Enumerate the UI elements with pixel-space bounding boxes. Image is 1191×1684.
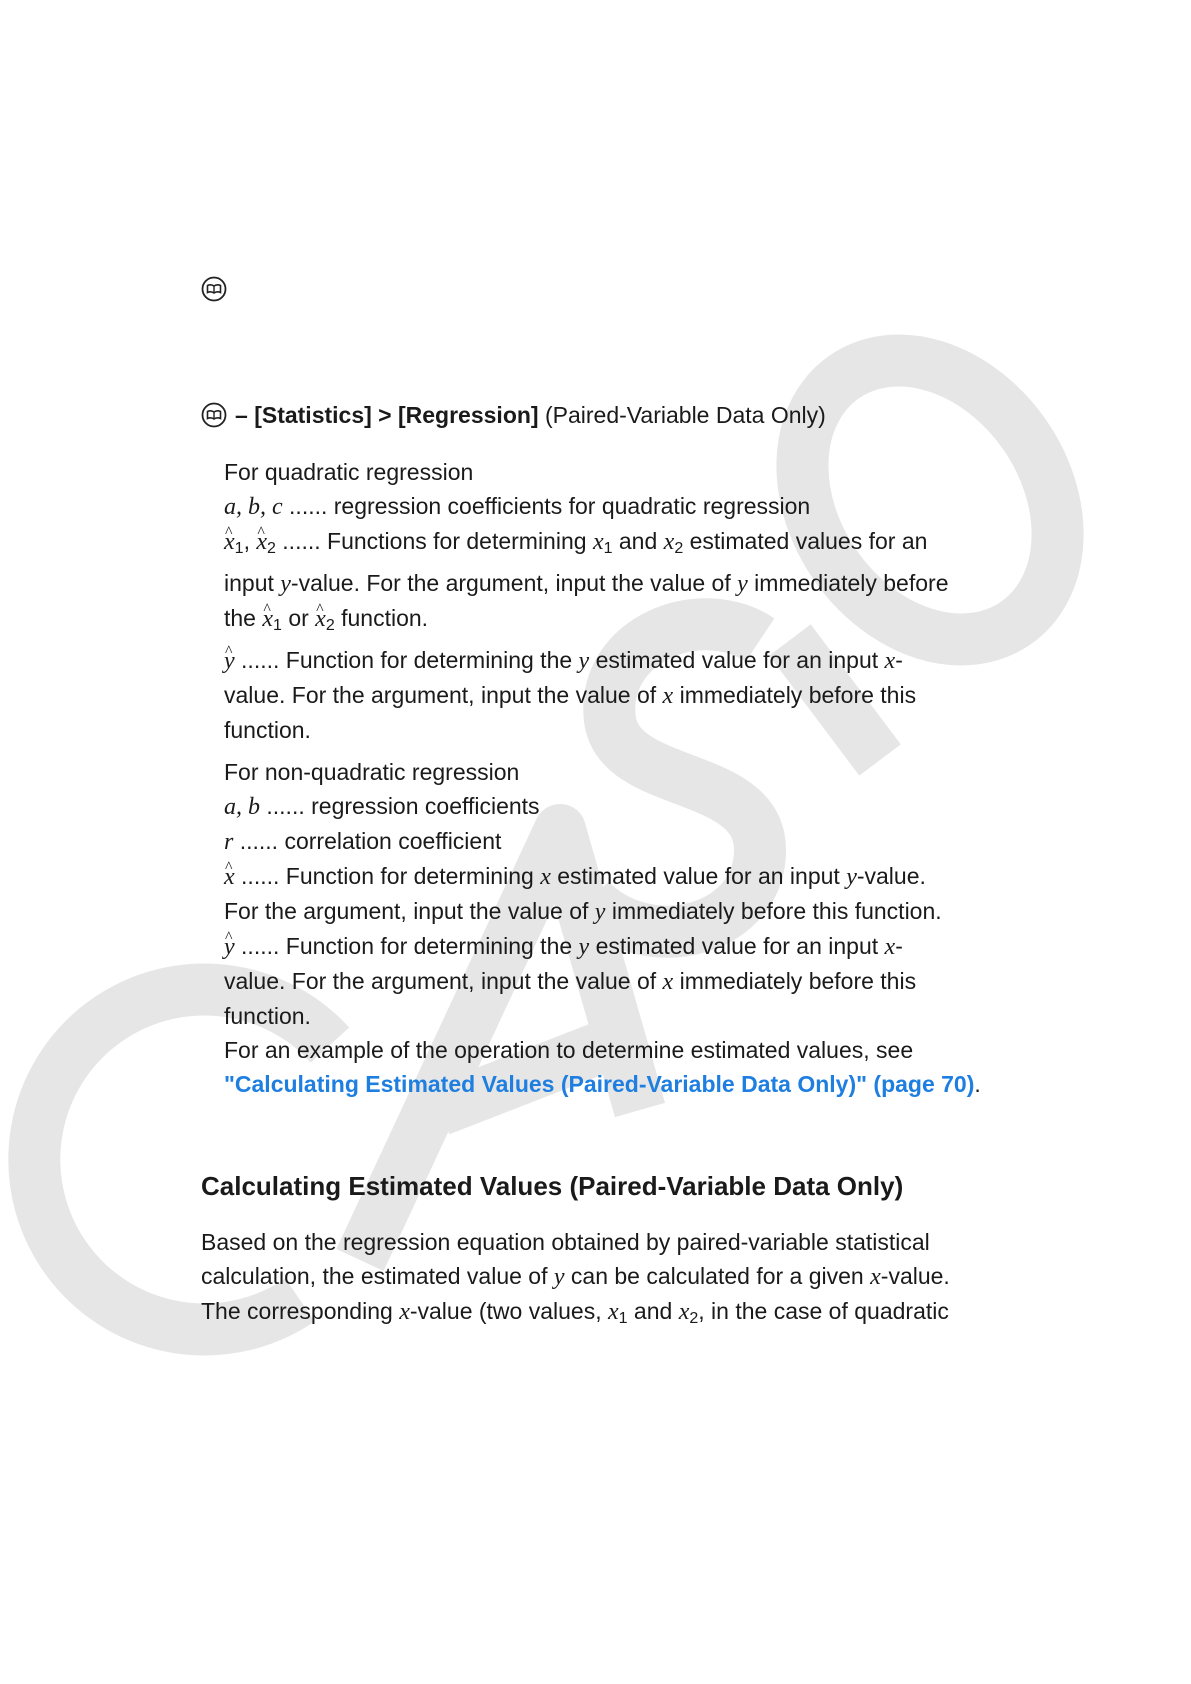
r-line: r ...... correlation coefficient — [224, 828, 502, 855]
function-line: the ^ $x_1$ or ^ $x_2$ function. — [224, 601, 1004, 643]
book-icon — [201, 402, 227, 437]
nonquadratic-title: For non-quadratic regression — [224, 759, 520, 785]
quadratic-block — [224, 455, 1004, 747]
menu-dash: – — [235, 402, 255, 428]
arg-line: For the argument, input the value of y immediately before this function. — [224, 898, 942, 925]
section-heading: Calculating Estimated Values (Paired-Variable Data Only) — [201, 1171, 904, 1201]
section-body: Based on the regression equation obtained by paired-variable statistical calculation, the estimated value of y can be calculated for a given x-value. The corresponding x-value (two values, $x_1$ and $x_2$, in the case of quadratic — [201, 1229, 950, 1327]
menu-separator: > — [371, 402, 398, 428]
menu-regression: [Regression] — [398, 402, 539, 428]
menu-suffix: (Paired-Variable Data Only) — [538, 402, 826, 428]
yhat-line: ^ y ...... Function for determining the y estimated value for an input x- — [224, 643, 1004, 678]
yhat-line: ^ y ...... Function for determining the y estimated value for an input x- — [224, 929, 1004, 964]
input-line: input y-value. For the argument, input the value of y immediately before — [224, 570, 949, 597]
nonquadratic-block — [224, 755, 1004, 1101]
menu-path — [201, 398, 826, 437]
xhat-line: ^ x ...... Function for determining x estimated value for an input y-value. — [224, 859, 1004, 894]
function-word: function. — [224, 1003, 311, 1029]
abc-line: a, b, c ...... regression coefficients for quadratic regression — [224, 493, 811, 520]
quadratic-title: For quadratic regression — [224, 459, 474, 485]
example-line: For an example of the operation to determine estimated values, see — [224, 1037, 914, 1063]
link-line: "Calculating Estimated Values (Paired-Variable Data Only)" (page 70). — [224, 1071, 981, 1097]
book-icon — [201, 276, 227, 307]
menu-statistics: [Statistics] — [254, 402, 372, 428]
value-line: value. For the argument, input the value of x immediately before this — [224, 682, 917, 709]
value-line: value. For the argument, input the value of x immediately before this — [224, 968, 917, 995]
xhat-funcs-line: ^ $x_1$, ^ $x_2$ ...... Functions for determining $x_1$ and $x_2$ estimated values for an — [224, 524, 1004, 566]
estimated-values-link[interactable]: "Calculating Estimated Values (Paired-Variable Data Only)" (page 70) — [224, 1071, 975, 1097]
function-word: function. — [224, 717, 311, 743]
ab-line: a, b ...... regression coefficients — [224, 793, 540, 820]
